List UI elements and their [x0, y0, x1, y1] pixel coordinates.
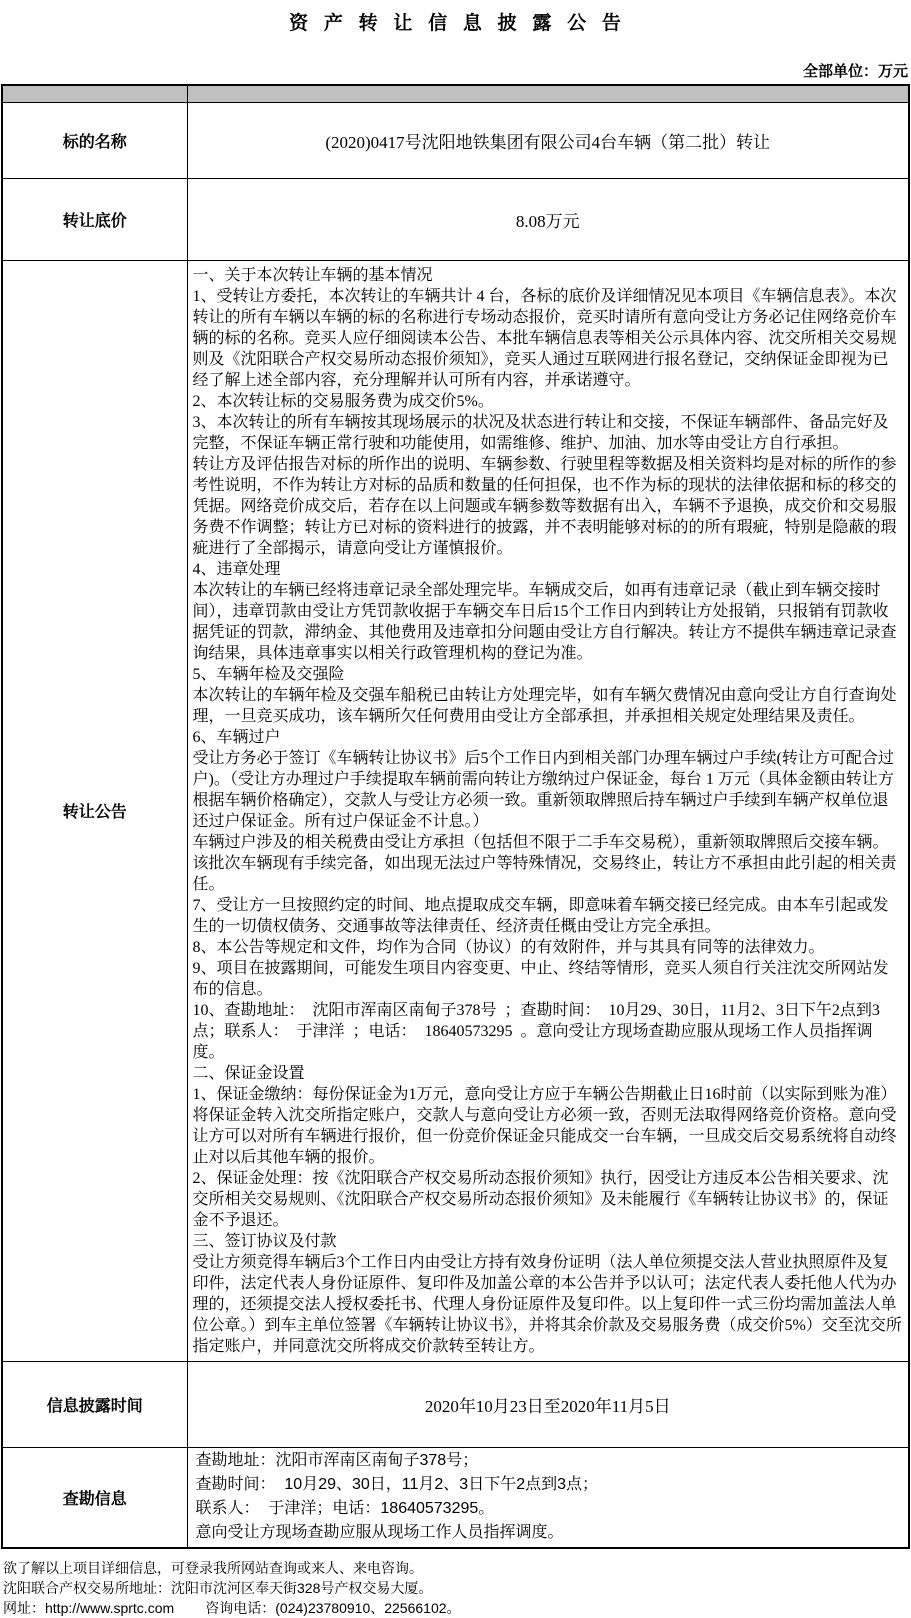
page-title: 资 产 转 让 信 息 披 露 公 告	[289, 13, 622, 34]
announcement-paragraph: 4、违章处理	[192, 560, 281, 578]
announcement-paragraph: 车辆过户涉及的相关税费由受让方承担（包括但不限于二手车交易税），重新领取牌照后交接车辆。该批次车辆现有手续完备，如出现无法过户等特殊情况，交易终止，转让方不承担由此引起的相关责任。	[192, 833, 897, 893]
announcement-body	[187, 260, 909, 1361]
announcement-paragraph: 7、受让方一旦按照约定的时间、地点提取成交车辆，即意味着车辆交接已经完成。由本车引起或发生的一切债权债务、交通事故等法律责任、经济责任概由受让方完全承担。	[192, 896, 889, 935]
table-row	[2, 1361, 909, 1447]
announcement-paragraph: 受让方务必于签订《车辆转让协议书》后5个工作日内到相关部门办理车辆过户手续(转让方可配合过户)。（受让方办理过户手续提取车辆前需向转让方缴纳过户保证金，每台 1 万元（具体金额由转让方根据车辆价格确定），交款人与受让方必须一致。重新领取牌照后持车辆过户手续到车辆产权单位退还过户保证金。所有过户保证金不计息。）	[192, 749, 894, 830]
announcement-paragraph: 一、关于本次转让车辆的基本情况	[192, 266, 433, 284]
header-value-cell	[187, 85, 909, 102]
table-row	[2, 178, 909, 260]
table-row	[2, 260, 909, 1361]
announcement-paragraph: 本次转让的车辆年检及交强车船税已由转让方处理完毕，如有车辆欠费情况由意向受让方自行查询处理，一旦竞买成功，该车辆所欠任何费用由受让方全部承担，并承担相关规定处理结果及责任。	[192, 686, 897, 725]
footer	[0, 1558, 911, 1618]
footer-line: 沈阳联合产权交易所地址：沈阳市沈河区奉天街328号产权交易大厦。	[3, 1580, 433, 1596]
announcement-paragraph: 1、受转让方委托，本次转让的车辆共计 4 台，各标的底价及详细情况见本项目《车辆信息表》。本次转让的所有车辆以车辆的标的名称进行专场动态报价，竞买时请所有意向受让方务必记住网络竞价车辆的标的名称。竞买人应仔细阅读本公告、本批车辆信息表等相关公示具体内容、沈交所相关交易规则及《沈阳联合产权交易所动态报价须知》，竞买人通过互联网进行报名登记，交纳保证金即视为已经了解上述全部内容，充分理解并认可所有内容，并承诺遵守。	[192, 287, 897, 389]
table-header-row	[2, 85, 909, 102]
table-row	[2, 102, 909, 178]
announcement-paragraph: 2、保证金处理：按《沈阳联合产权交易所动态报价须知》执行，因受让方违反本公告相关要求、沈交所相关交易规则、《沈阳联合产权交易所动态报价须知》及未能履行《车辆转让协议书》的，保证金不予退还。	[192, 1169, 889, 1229]
header-label-cell	[2, 85, 187, 102]
announcement-paragraph: 三、签订协议及付款	[192, 1232, 337, 1250]
disclosure-period-value: 2020年10月23日至2020年11月5日	[187, 1361, 909, 1447]
announcement-paragraph: 9、项目在披露期间，可能发生项目内容变更、中止、终结等情形，竞买人须自行关注沈交所网站发布的信息。	[192, 959, 889, 998]
announcement-paragraph: 二、保证金设置	[192, 1064, 305, 1082]
disclosure-table	[1, 84, 910, 1549]
announcement-paragraph: 8、本公告等规定和文件，均作为合同（协议）的有效附件，并与其具有同等的法律效力。	[192, 938, 825, 956]
announcement-paragraph: 本次转让的车辆已经将违章记录全部处理完毕。车辆成交后，如再有违章记录（截止到车辆交接时间），违章罚款由受让方凭罚款收据于车辆交车日后15个工作日内到转让方处报销，只报销有罚款收据凭证的罚款，滞纳金、其他费用及违章扣分问题由受让方自行解决。转让方不提供车辆违章记录查询结果，具体违章事实以相关行政管理机构的登记为准。	[192, 581, 897, 662]
footer-line: 欲了解以上项目详细信息，可登录我所网站查询或来人、来电咨询。	[3, 1560, 423, 1576]
announcement-paragraph: 1、保证金缴纳：每份保证金为1万元，意向受让方应于车辆公告期截止日16时前（以实际到账为准）将保证金转入沈交所指定账户，交款人与意向受让方必须一致，否则无法取得网络竞价资格。意向受让方可以对所有车辆进行报价，但一份竞价保证金只能成交一台车辆，一旦成交后交易系统将自动终止对以后其他车辆的报价。	[192, 1085, 897, 1166]
inspection-line: 查勘地址：沈阳市浑南区南甸子378号；	[195, 1452, 479, 1470]
table-row	[2, 1447, 909, 1548]
announcement-paragraph: 5、车辆年检及交强险	[192, 665, 345, 683]
target-name-value: (2020)0417号沈阳地铁集团有限公司4台车辆（第二批）转让	[187, 102, 909, 178]
base-price-label: 转让底价	[2, 178, 187, 260]
footer-line: 网址：http://www.sprtc.com 咨询电话：(024)23780910、22566102。	[3, 1600, 461, 1616]
unit-note: 全部单位：万元	[802, 63, 908, 80]
announcement-paragraph: 3、本次转让的所有车辆按其现场展示的状况及状态进行转让和交接，不保证车辆部件、备品完好及完整，不保证车辆正常行驶和功能使用，如需维修、维护、加油、加水等由受让方自行承担。	[192, 413, 889, 452]
announcement-label: 转让公告	[2, 260, 187, 1361]
inspection-label: 查勘信息	[2, 1447, 187, 1548]
disclosure-period-label: 信息披露时间	[2, 1361, 187, 1447]
announcement-paragraph: 10、查勘地址： 沈阳市浑南区南甸子378号 ；查勘时间： 10月29、30日，11月2、3日下午2点到3点；联系人： 于津洋 ；电话： 18640573295 。意向受让方现场查勘应服从现场工作人员指挥调度。	[192, 1001, 880, 1061]
inspection-line: 查勘时间： 10月29、30日，11月2、3日下午2点到3点；	[195, 1476, 598, 1494]
announcement-paragraph: 6、车辆过户	[192, 728, 281, 746]
base-price-value: 8.08万元	[187, 178, 909, 260]
inspection-line: 联系人： 于津洋；电话：18640573295。	[195, 1500, 495, 1518]
announcement-paragraph: 2、本次转让标的交易服务费为成交价5%。	[192, 392, 494, 410]
announcement-paragraph: 受让方须竞得车辆后3个工作日内由受让方持有效身份证明（法人单位须提交法人营业执照原件及复印件，法定代表人身份证原件、复印件及加盖公章的本公告并予以认可；法定代表人委托他人代为办理的，还须提交法人授权委托书、代理人身份证原件及复印件。以上复印件一式三份均需加盖法人单位公章。）到车主单位签署《车辆转让协议书》，并将其余价款及交易服务费（成交价5%）交至沈交所指定账户，并同意沈交所将成交价款转至转让方。	[192, 1253, 902, 1355]
target-name-label: 标的名称	[2, 102, 187, 178]
inspection-info	[187, 1447, 909, 1548]
inspection-line: 意向受让方现场查勘应服从现场工作人员指挥调度。	[195, 1524, 564, 1542]
announcement-paragraph: 转让方及评估报告对标的所作出的说明、车辆参数、行驶里程等数据及相关资料均是对标的所作的参考性说明，不作为转让方对标的品质和数量的任何担保，也不作为标的现状的法律依据和标的移交的凭据。网络竞价成交后，若存在以上问题或车辆参数等数据有出入，车辆不予退换，成交价和交易服务费不作调整；转让方已对标的资料进行的披露，并不表明能够对标的的所有瑕疵，特别是隐蔽的瑕疵进行了全部揭示，请意向受让方谨慎报价。	[192, 455, 897, 557]
